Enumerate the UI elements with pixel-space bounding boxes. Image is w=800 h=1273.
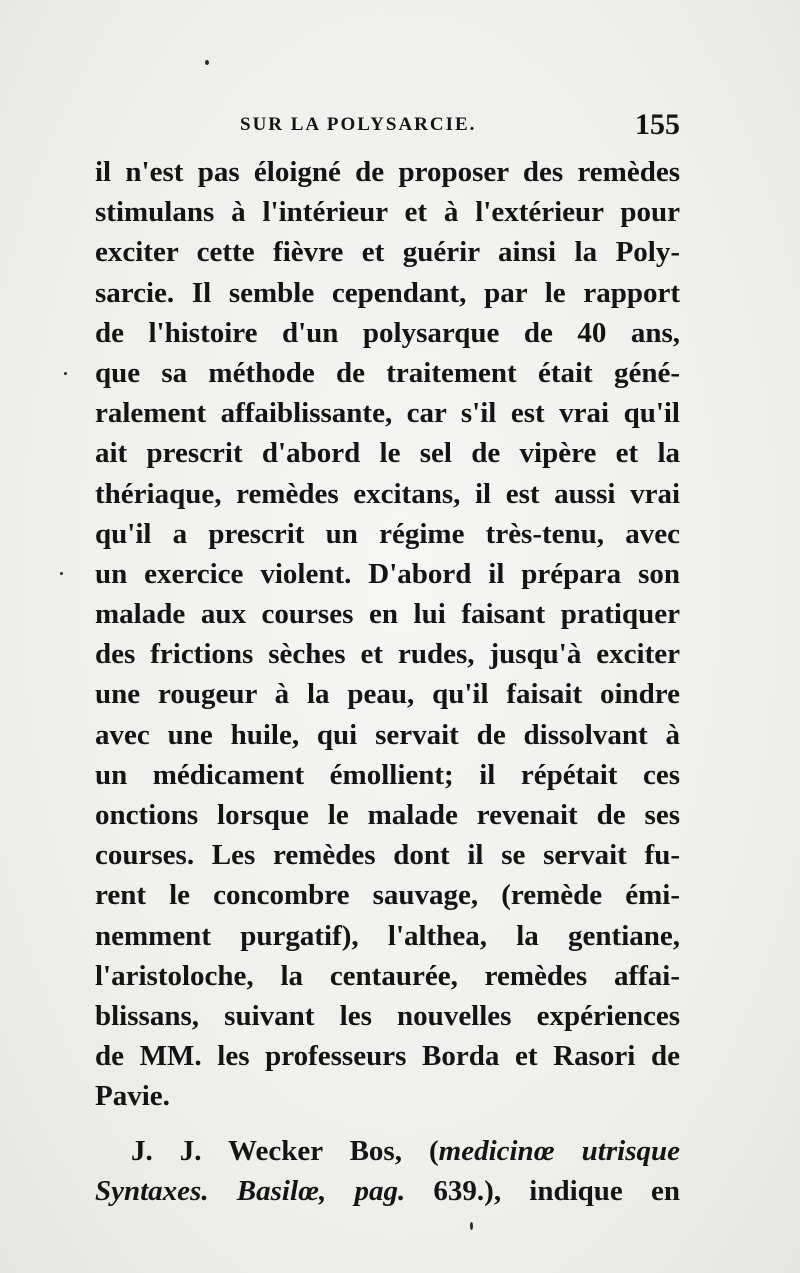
text-line: il n'est pas éloigné de proposer des remèdes xyxy=(95,156,680,188)
text-line: onctions lorsque le malade revenait de ses xyxy=(95,799,680,831)
page-number: 155 xyxy=(635,108,680,141)
text-line: ralement affaiblissante, car s'il est vrai qu'il xyxy=(95,397,680,430)
text-line: sarcie. Il semble cependant, par le rapport xyxy=(95,276,680,309)
page-header xyxy=(240,108,680,142)
text-line: l'aristoloche, la centaurée, remèdes affai- xyxy=(95,959,680,992)
text-line: rent le concombre sauvage, (remède émi- xyxy=(95,879,680,912)
text-line: exciter cette fièvre et guérir ainsi la Poly- xyxy=(95,236,680,269)
text-fragment: 639.), indique en xyxy=(405,1174,680,1207)
text-line: thériaque, remèdes excitans, il est aussi vrai xyxy=(95,477,680,510)
text-line: Pavie. xyxy=(95,1080,170,1113)
text-line xyxy=(95,1171,680,1211)
text-line: stimulans à l'intérieur et à l'extérieur pour xyxy=(95,196,680,229)
text-line xyxy=(95,1131,680,1171)
text-line: des frictions sèches et rudes, jusqu'à exciter xyxy=(95,638,680,671)
italic-latin-title: medicinœ utrisque xyxy=(438,1134,680,1167)
text-line: nemment purgatif), l'althea, la gentiane, xyxy=(95,919,680,952)
text-line: qu'il a prescrit un régime très-tenu, avec xyxy=(95,517,680,550)
ink-speck xyxy=(205,60,209,65)
text-line: malade aux courses en lui faisant pratiquer xyxy=(95,598,680,631)
running-title: SUR LA POLYSARCIE. xyxy=(240,114,477,135)
body-text xyxy=(95,152,680,1211)
italic-latin-title: Syntaxes. Basilœ, pag. xyxy=(95,1174,406,1207)
text-line: que sa méthode de traitement était géné- xyxy=(95,356,680,389)
ink-speck xyxy=(60,572,63,575)
text-line: un exercice violent. D'abord il prépara son xyxy=(95,557,680,590)
text-line: de l'histoire d'un polysarque de 40 ans, xyxy=(95,316,680,349)
text-fragment: J. J. Wecker Bos, ( xyxy=(131,1134,439,1167)
text-line: une rougeur à la peau, qu'il faisait oindre xyxy=(95,678,680,711)
text-line: blissans, suivant les nouvelles expériences xyxy=(95,999,680,1032)
text-line: de MM. les professeurs Borda et Rasori de xyxy=(95,1040,680,1073)
ink-speck xyxy=(470,1222,473,1230)
text-line: courses. Les remèdes dont il se servait fu- xyxy=(95,839,680,872)
text-line: un médicament émollient; il répétait ces xyxy=(95,758,680,791)
ink-speck xyxy=(64,372,67,375)
text-line: avec une huile, qui servait de dissolvant à xyxy=(95,718,680,751)
text-line: ait prescrit d'abord le sel de vipère et la xyxy=(95,437,680,470)
